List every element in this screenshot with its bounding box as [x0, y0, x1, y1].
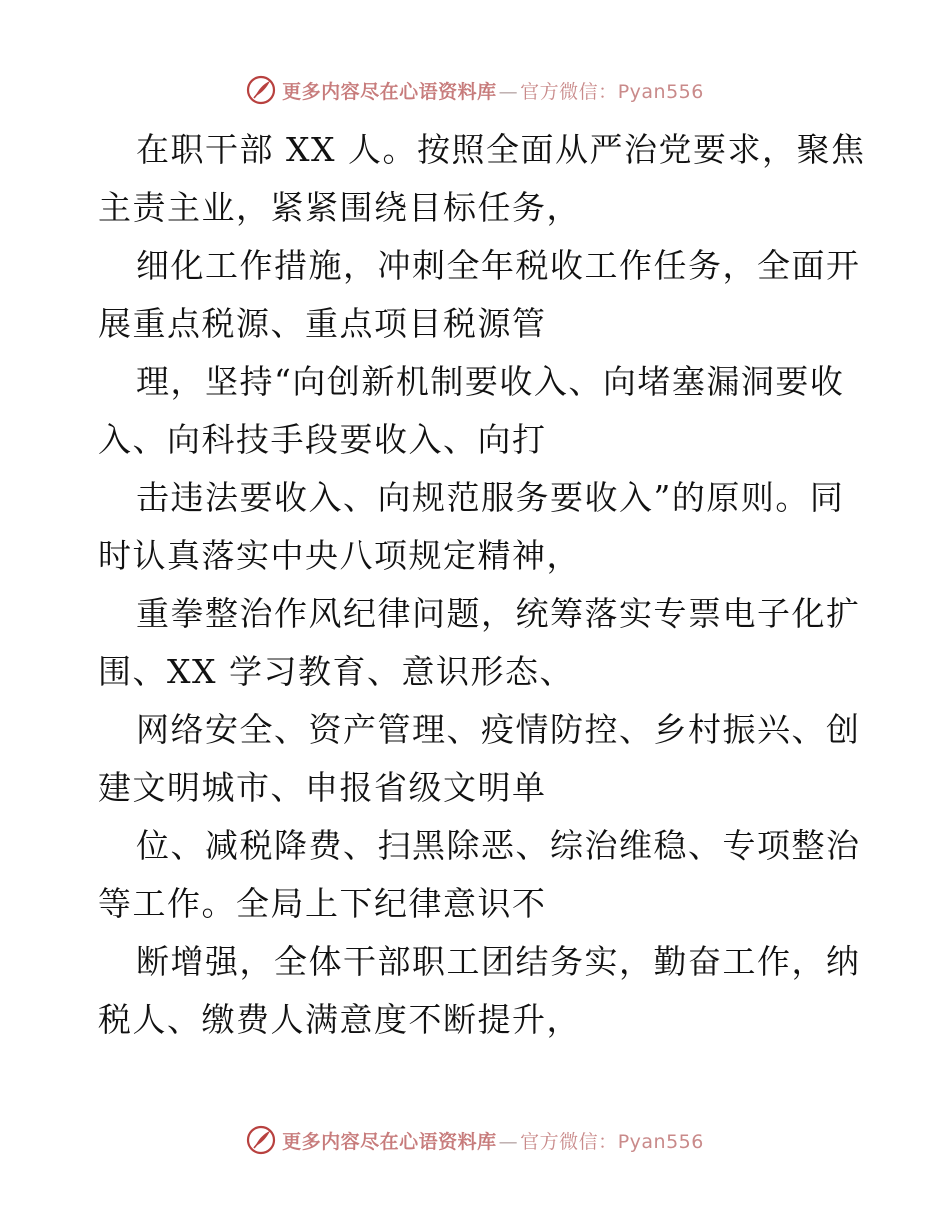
paragraph-8-line-2: 税人、缴费人满意度不断提升，: [98, 1000, 581, 1039]
document-body: [98, 121, 866, 1049]
quill-pen-logo-icon: [246, 75, 276, 105]
paragraph-6-line-2: 建文明城市、申报省级文明单: [98, 768, 547, 807]
paragraph-4: [98, 469, 858, 585]
paragraph-3-line-2: 入、向科技手段要收入、向打: [98, 420, 547, 459]
header-wechat-label: 官方微信：: [520, 80, 618, 103]
paragraph-1-line-2: 主责主业，紧紧围绕目标任务，: [98, 188, 581, 227]
paragraph-1: [98, 121, 866, 237]
paragraph-6: [98, 701, 861, 817]
paragraph-8: [98, 933, 861, 1049]
paragraph-3: [98, 353, 858, 469]
paragraph-5-line-2: 围、XX 学习教育、意识形态、: [98, 652, 574, 691]
paragraph-2-line-1: 细化工作措施，冲刺全年税收工作任务，全面开: [136, 246, 861, 285]
paragraph-5: [98, 585, 861, 701]
header-brand-text: 更多内容尽在心语资料库: [282, 80, 497, 103]
header-separator: —: [498, 80, 519, 103]
header-wechat-id: Pyan556: [617, 80, 704, 103]
footer-wechat-id: Pyan556: [617, 1130, 704, 1153]
paragraph-7-line-2: 等工作。全局上下纪律意识不: [98, 884, 547, 923]
paragraph-8-line-1: 断增强，全体干部职工团结务实，勤奋工作，纳: [136, 942, 861, 981]
footer-wechat-label: 官方微信：: [520, 1130, 618, 1153]
paragraph-2: [98, 237, 861, 353]
paragraph-7: [98, 817, 861, 933]
footer-brand-text: 更多内容尽在心语资料库: [282, 1130, 497, 1153]
footer-separator: —: [498, 1130, 519, 1153]
header-banner-text: [282, 77, 704, 104]
paragraph-6-line-1: 网络安全、资产管理、疫情防控、乡村振兴、创: [136, 710, 861, 749]
paragraph-4-line-2: 时认真落实中央八项规定精神，: [98, 536, 581, 575]
paragraph-5-line-1: 重拳整治作风纪律问题，统筹落实专票电子化扩: [136, 594, 861, 633]
footer-banner: [0, 1120, 950, 1160]
header-banner: [0, 70, 950, 110]
paragraph-4-line-1: 击违法要收入、向规范服务要收入”的原则。同: [136, 478, 845, 517]
footer-banner-text: [282, 1127, 704, 1154]
paragraph-7-line-1: 位、减税降费、扫黑除恶、综治维稳、专项整治: [136, 826, 861, 865]
paragraph-3-line-1: 理，坚持“向创新机制要收入、向堵塞漏洞要收: [136, 362, 845, 401]
quill-pen-logo-icon: [246, 1125, 276, 1155]
paragraph-2-line-2: 展重点税源、重点项目税源管: [98, 304, 547, 343]
paragraph-1-line-1: 在职干部 XX 人。按照全面从严治党要求，聚焦: [136, 130, 866, 169]
